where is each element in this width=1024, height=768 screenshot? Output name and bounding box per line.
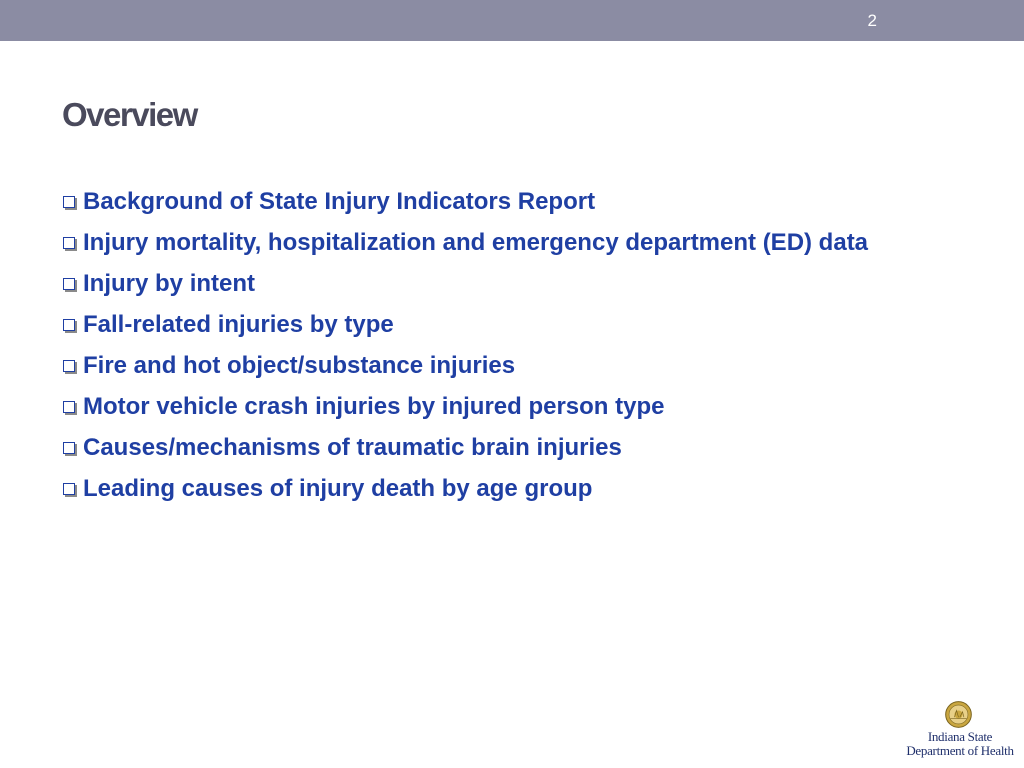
slide-number: 2 [867, 11, 877, 30]
checkbox-bullet-icon [63, 196, 75, 208]
checkbox-bullet-icon [63, 483, 75, 495]
checkbox-bullet-icon [63, 278, 75, 290]
bullet-text: Injury by intent [83, 270, 256, 297]
logo-text-line1: Indiana State [927, 729, 993, 744]
bullet-text: Fire and hot object/substance injuries [83, 352, 516, 379]
bullet-text: Motor vehicle crash injuries by injured person type [83, 393, 665, 420]
checkbox-bullet-icon [63, 442, 75, 454]
checkbox-bullet-icon [63, 360, 75, 372]
bullet-text: Leading causes of injury death by age group [83, 475, 593, 502]
bullet-item [62, 268, 962, 299]
slide-title: Overview [62, 96, 197, 133]
bullet-list [62, 186, 962, 514]
bullet-text: Background of State Injury Indicators Report [83, 188, 596, 215]
bullet-text: Fall-related injuries by type [83, 311, 394, 338]
bullet-item [62, 473, 962, 504]
header-bar [0, 0, 1024, 41]
bullet-item [62, 432, 962, 463]
bullet-item [62, 309, 962, 340]
indiana-health-logo [902, 698, 1018, 760]
bullet-item [62, 186, 962, 217]
bullet-item [62, 350, 962, 381]
logo-text-line2: Department of Health [906, 743, 1014, 758]
checkbox-bullet-icon [63, 319, 75, 331]
bullet-item [62, 227, 962, 258]
state-seal-icon [945, 701, 972, 728]
checkbox-bullet-icon [63, 237, 75, 249]
bullet-item [62, 391, 962, 422]
bullet-text: Causes/mechanisms of traumatic brain injuries [83, 434, 622, 461]
bullet-text: Injury mortality, hospitalization and emergency department (ED) data [83, 229, 869, 256]
checkbox-bullet-icon [63, 401, 75, 413]
